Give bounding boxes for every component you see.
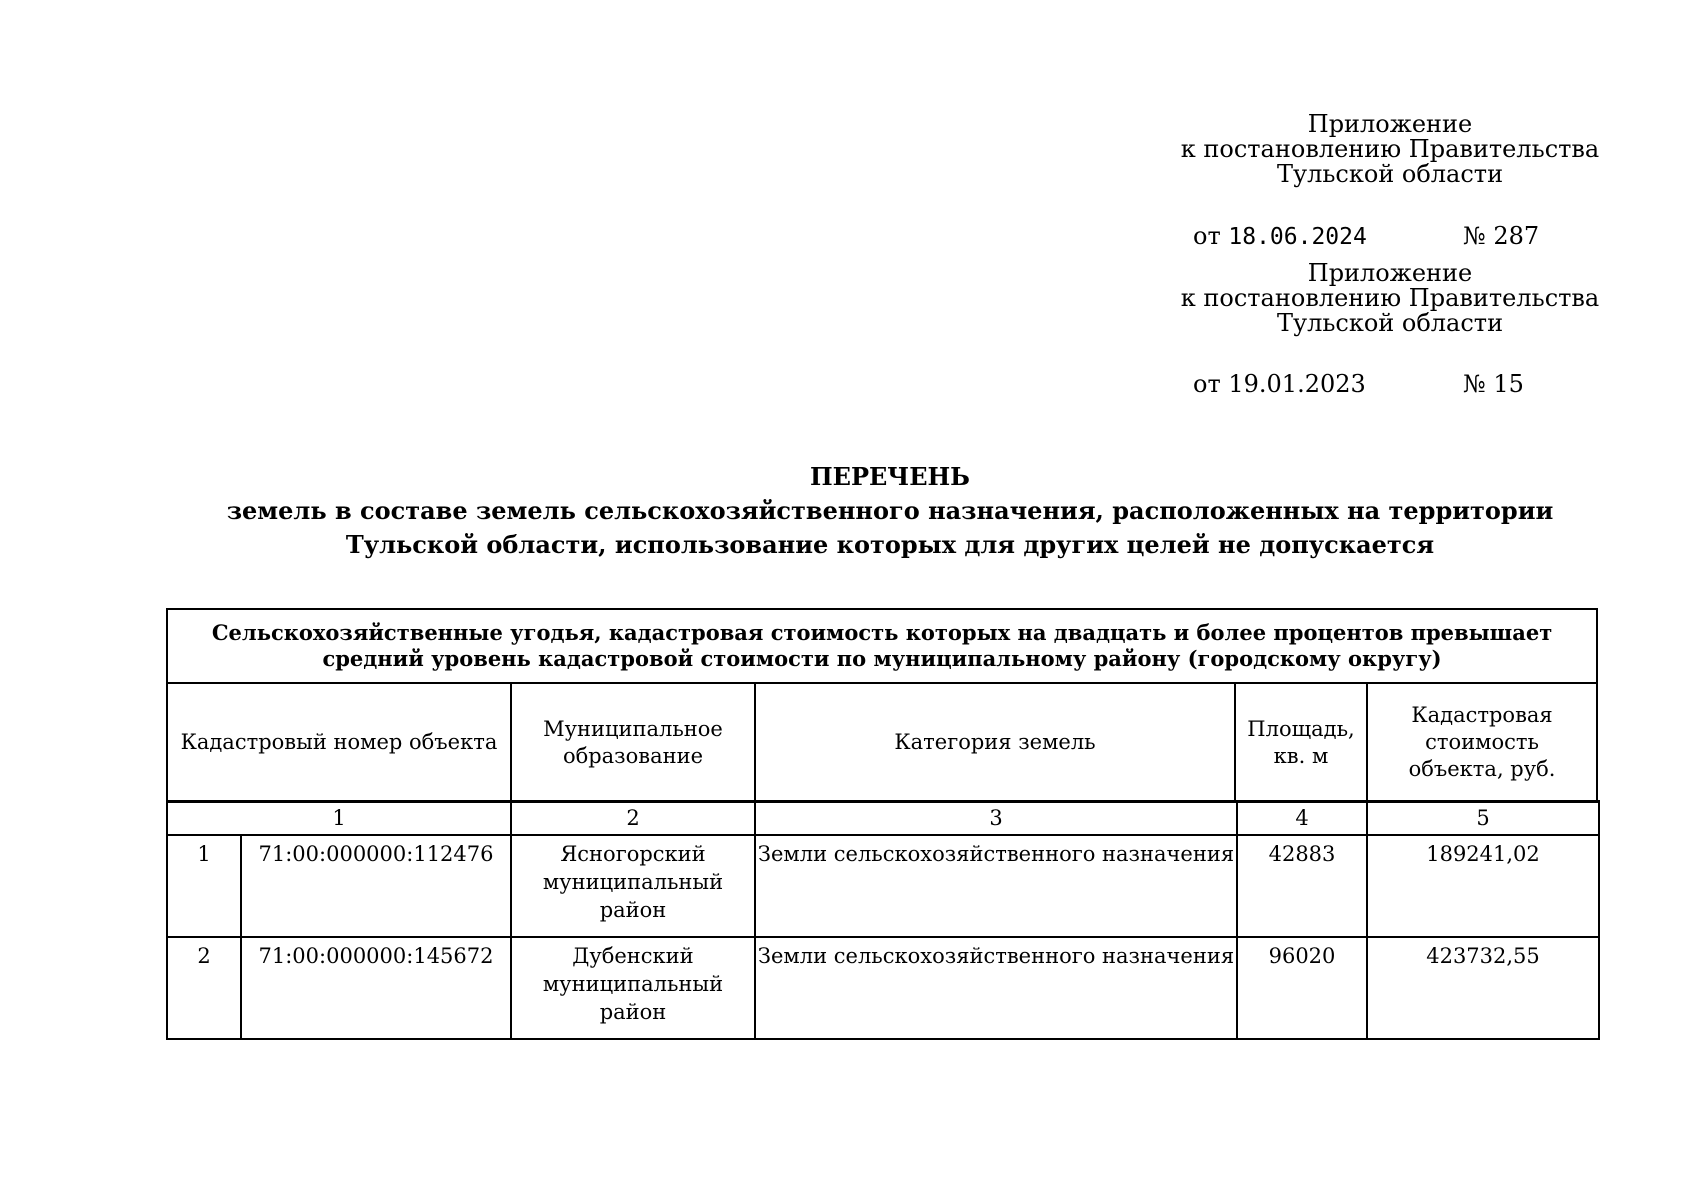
document-title: [0, 460, 1696, 562]
area: 42883: [1237, 835, 1367, 937]
resolution-date-original: от 19.01.2023: [1193, 370, 1366, 398]
data-table: [166, 800, 1600, 1040]
caption-line: средний уровень кадастровой стоимости по муниципальному району (городскому округу): [322, 646, 1442, 671]
municipality: Ясногорский муниципальный район: [511, 835, 755, 937]
appendix-line: Тульской области: [1276, 309, 1504, 337]
cadastral-number: 71:00:000000:145672: [241, 937, 511, 1039]
appendix-line: Приложение: [1307, 259, 1473, 287]
column-header-cadastral: Кадастровый номер объекта: [167, 683, 511, 802]
column-header-cost: Кадастровая стоимость объекта, руб.: [1367, 683, 1597, 802]
column-header-area: Площадь, кв. м: [1235, 683, 1367, 802]
column-number: 5: [1367, 801, 1599, 835]
municipality: Дубенский муниципальный район: [511, 937, 755, 1039]
column-header-category: Категория земель: [755, 683, 1235, 802]
column-header-municipality: Муниципальное образование: [511, 683, 755, 802]
row-number: 1: [167, 835, 241, 937]
table-row: [167, 937, 1599, 1039]
resolution-date-current: [1193, 222, 1367, 250]
column-number: 4: [1237, 801, 1367, 835]
title-heading: ПЕРЕЧЕНЬ: [810, 462, 970, 491]
table-row: [167, 835, 1599, 937]
appendix-header-current: [1180, 112, 1600, 187]
resolution-number-current: № 287: [1463, 222, 1540, 250]
cadastral-cost: 423732,55: [1367, 937, 1599, 1039]
cadastral-number: 71:00:000000:112476: [241, 835, 511, 937]
column-number: 2: [511, 801, 755, 835]
appendix-line: Тульской области: [1276, 160, 1504, 188]
resolution-number-original: № 15: [1463, 370, 1524, 398]
cadastral-cost: 189241,02: [1367, 835, 1599, 937]
title-subheading: земель в составе земель сельскохозяйственного назначения, расположенных на территории: [226, 496, 1554, 525]
column-number: 3: [755, 801, 1237, 835]
table-caption: [167, 609, 1597, 683]
land-category: Земли сельскохозяйственного назначения: [755, 937, 1237, 1039]
caption-line: Сельскохозяйственные угодья, кадастровая стоимость которых на двадцать и более процентов превышает: [211, 620, 1553, 645]
date-value: 18.06.2024: [1228, 224, 1367, 250]
column-number: 1: [167, 801, 511, 835]
row-number: 2: [167, 937, 241, 1039]
title-subheading: Тульской области, использование которых для других целей не допускается: [345, 530, 1435, 559]
area: 96020: [1237, 937, 1367, 1039]
appendix-header-original: [1180, 261, 1600, 336]
appendix-line: Приложение: [1307, 110, 1473, 138]
land-category: Земли сельскохозяйственного назначения: [755, 835, 1237, 937]
appendix-line: к постановлению Правительства: [1180, 135, 1600, 163]
date-prefix: от: [1193, 222, 1221, 250]
table-header: [166, 608, 1598, 803]
appendix-line: к постановлению Правительства: [1180, 284, 1600, 312]
